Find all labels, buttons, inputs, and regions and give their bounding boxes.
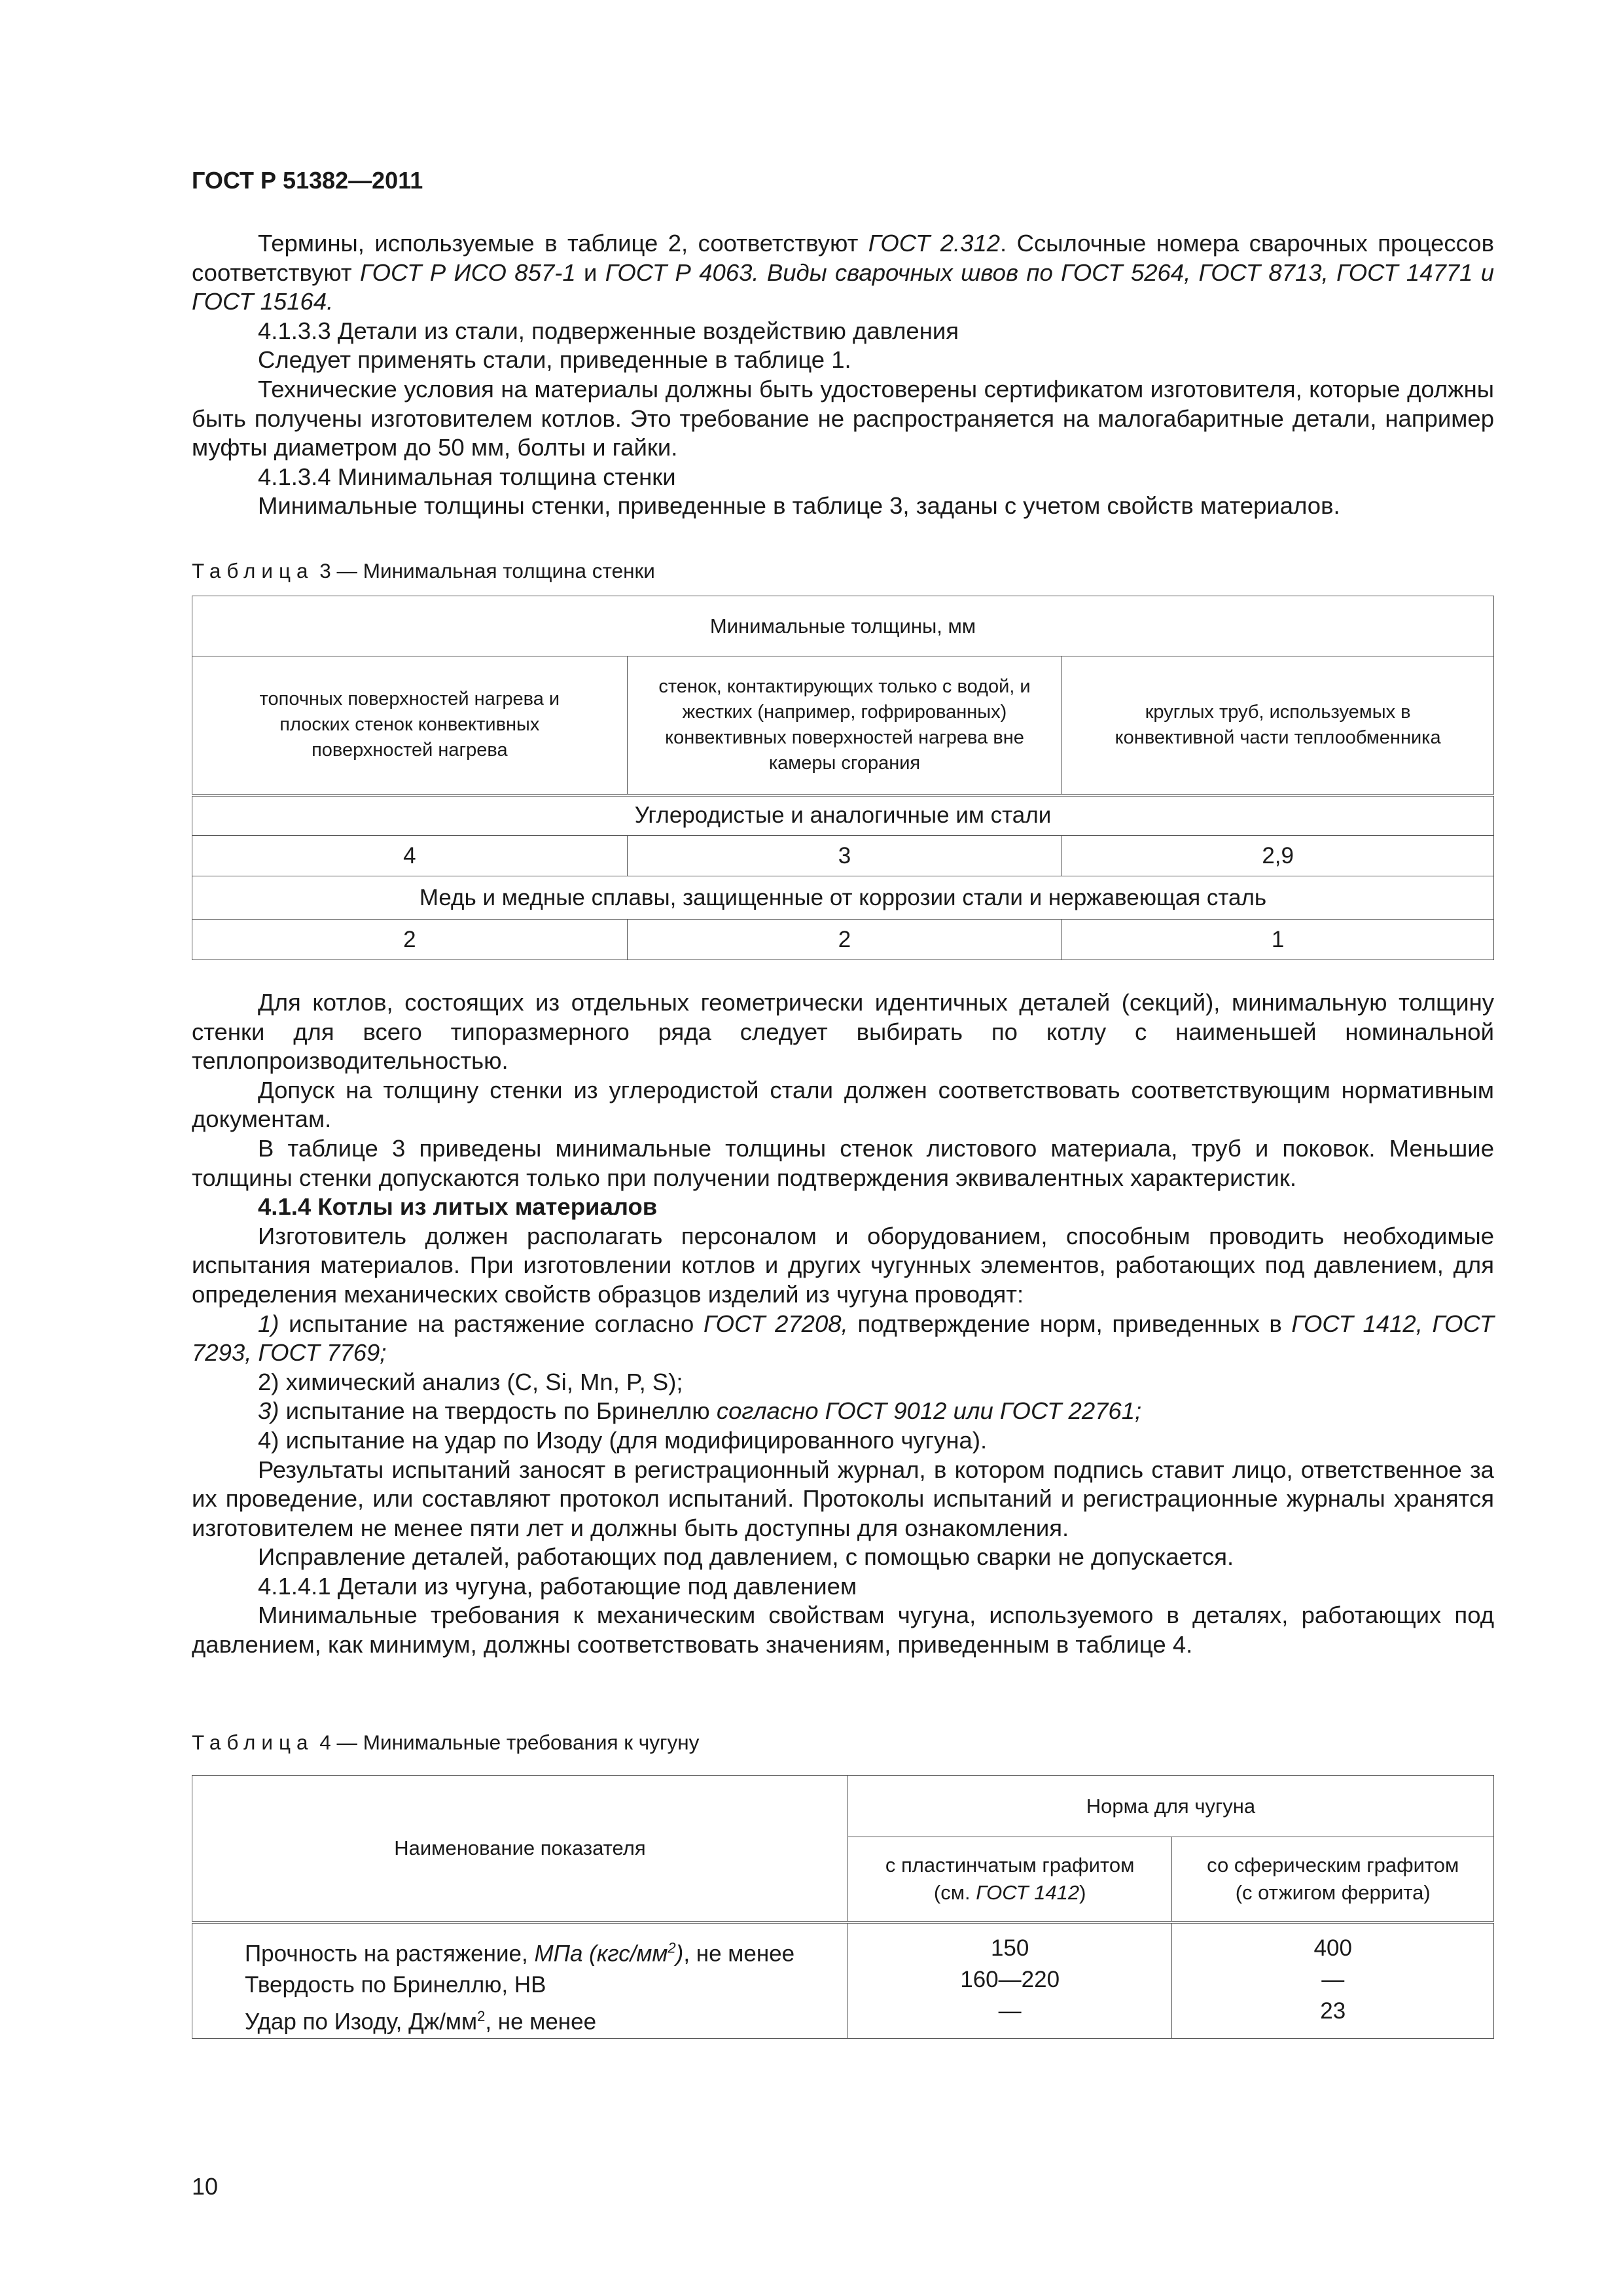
paragraph-terms: Термины, используемые в таблице 2, соответствуют ГОСТ 2.312. Ссылочные номера сварочных процессов соответствуют ГОСТ Р ИСО 857-1 и ГОСТ Р 4063. Виды сварочных швов по ГОСТ 5264, ГОСТ 8713, ГОСТ 14771 и ГОСТ 15164. (192, 230, 1495, 315)
table4-col2-header: с пластинчатым графитом (см. ГОСТ 1412) (847, 1837, 1172, 1922)
table4-cell: 400 (1313, 1935, 1352, 1961)
table3-section-carbon-steel: Углеродистые и аналогичные им стали (192, 795, 1494, 836)
body-section (192, 988, 1494, 1660)
table3-col1-header: топочных поверхностей нагрева и плоских стенок конвективных поверхностей нагрева (192, 656, 628, 795)
paragraph-results: Результаты испытаний заносят в регистрационный журнал, в котором подпись ставит лицо, ответственное за их проведение, или составляют протокол испытаний. Протоколы испытаний и регистрационные журналы хранятся изготовителем не менее пяти лет и должны быть доступны для ознакомления. (192, 1456, 1494, 1541)
table4-container (192, 1775, 1494, 2039)
subsection-4-1-4-1: 4.1.4.1 Детали из чугуна, работающие под давлением (258, 1572, 857, 1600)
table4-col-name-header: Наименование показателя (192, 1776, 848, 1922)
paragraph-cast-iron-req: Минимальные требования к механическим свойствам чугуна, используемого в деталях, работающих под давлением, как минимум, должны соответствовать значениям, приведенным в таблице 4. (192, 1602, 1494, 1659)
table3-section-copper: Медь и медные сплавы, защищенные от коррозии стали и нержавеющая сталь (192, 876, 1494, 920)
table4 (192, 1775, 1494, 2039)
document-header: ГОСТ Р 51382—2011 (192, 167, 423, 194)
table4-cell: — (998, 1998, 1022, 2024)
table3-cell: 2 (627, 920, 1062, 960)
table3-caption: Таблица 3 — Минимальная толщина стенки (192, 559, 655, 583)
table3-container (192, 596, 1494, 960)
paragraph-table3-note: В таблице 3 приведены минимальные толщины стенок листового материала, труб и поковок. Меньшие толщины стенки допускаются только при получении подтверждения эквивалентных характеристик. (192, 1134, 1494, 1191)
table4-row-tensile: Прочность на растяжение, МПа $(кгс/мм^2)$, не менее (245, 1939, 795, 1967)
table4-row-labels (192, 1922, 848, 2039)
table3-cell: 1 (1062, 920, 1494, 960)
table4-col3-values (1172, 1922, 1494, 2039)
table4-cell: 160—220 (960, 1966, 1060, 1992)
table4-row-hardness: Твердость по Бринеллю, НВ (245, 1972, 546, 1998)
paragraph-steels: Следует применять стали, приведенные в таблице 1. (258, 346, 851, 374)
table3-cell: 2,9 (1062, 836, 1494, 876)
list-item-1: 1) испытание на растяжение согласно ГОСТ 27208, подтверждение норм, приведенных в ГОСТ 1412, ГОСТ 7293, ГОСТ 7769; (192, 1310, 1494, 1367)
subsection-4-1-3-4: 4.1.3.4 Минимальная толщина стенки (258, 463, 676, 490)
table3-group-header: Минимальные толщины, мм (192, 596, 1494, 656)
table3-cell: 2 (192, 920, 628, 960)
paragraph-tolerance: Допуск на толщину стенки из углеродистой стали должен соответствовать соответствующим нормативным документам. (192, 1076, 1494, 1133)
page-number: 10 (192, 2173, 219, 2200)
table3-cell: 3 (627, 836, 1062, 876)
table4-row-impact: Удар по Изоду, $Дж/мм^2$, не менее (245, 2008, 597, 2035)
table3-cell: 4 (192, 836, 628, 876)
intro-section (192, 229, 1494, 521)
table3-col2-header: стенок, контактирующих только с водой, и жестких (например, гофрированных) конвективных поверхностей нагрева вне камеры сгорания (627, 656, 1062, 795)
table3 (192, 596, 1494, 960)
heading-4-1-4: 4.1.4 Котлы из литых материалов (258, 1193, 658, 1221)
table4-col2-values (847, 1922, 1172, 2039)
list-item-3: 3) испытание на твердость по Бринеллю согласно ГОСТ 9012 или ГОСТ 22761; (258, 1397, 1142, 1425)
list-item-2: 2) химический анализ (C, Si, Mn, P, S); (258, 1368, 683, 1395)
paragraph-manufacturer: Изготовитель должен располагать персоналом и оборудованием, способным проводить необходимые испытания материалов. При изготовлении котлов и других чугунных элементов, работающих под давлением, для определения механических свойств образцов изделий из чугуна проводят: (192, 1222, 1494, 1308)
table4-cell: — (1321, 1966, 1345, 1992)
paragraph-certificate: Технические условия на материалы должны быть удостоверены сертификатом изготовителя, которые должны быть получены изготовителем котлов. Это требование не распространяется на малогабаритные детали, например муфты диаметром до 50 мм, болты и гайки. (192, 375, 1494, 461)
paragraph-sections: Для котлов, состоящих из отдельных геометрически идентичных деталей (секций), минимальную толщину стенки для всего типоразмерного ряда следует выбирать по котлу с наименьшей номинальной теплопроизводительностью. (192, 989, 1494, 1075)
paragraph-welding: Исправление деталей, работающих под давлением, с помощью сварки не допускается. (258, 1543, 1234, 1571)
list-item-4: 4) испытание на удар по Изоду (для модифицированного чугуна). (258, 1426, 988, 1454)
subsection-4-1-3-3: 4.1.3.3 Детали из стали, подверженные воздействию давления (258, 317, 959, 344)
paragraph-min-thickness: Минимальные толщины стенки, приведенные в таблице 3, заданы с учетом свойств материалов. (258, 492, 1340, 520)
table4-cell: 150 (990, 1935, 1029, 1961)
table3-col3-header: круглых труб, используемых в конвективной части теплообменника (1062, 656, 1494, 795)
table4-caption: Таблица 4 — Минимальные требования к чугуну (192, 1731, 700, 1754)
table4-col3-header: со сферическим графитом (с отжигом феррита) (1172, 1837, 1494, 1922)
table4-group-header: Норма для чугуна (847, 1776, 1493, 1837)
table4-cell: 23 (1320, 1998, 1346, 2024)
